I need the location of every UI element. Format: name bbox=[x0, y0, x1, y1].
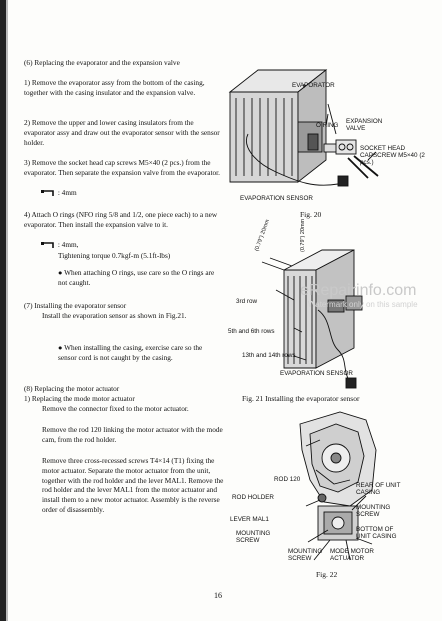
label-bottom-of-unit-casing: BOTTOM OF UNIT CASING bbox=[356, 526, 397, 540]
wrench-spec-1 bbox=[40, 188, 160, 197]
label-dimension-a: (0.79") 20mm bbox=[254, 218, 271, 253]
label-evaporator: EVAPORATOR bbox=[292, 82, 335, 89]
label-rear-of-unit-casing: REAR OF UNIT CASING bbox=[356, 482, 401, 496]
label-evaporation-sensor-fig20: EVAPORATION SENSOR bbox=[240, 195, 313, 202]
section-6-heading: (6) Replacing the evaporator and the expansion valve bbox=[24, 58, 180, 67]
label-lever-mal1: LEVER MAL1 bbox=[230, 516, 269, 523]
wrench-spec-1-text: : 4mm bbox=[57, 188, 77, 197]
figure-21-sensor-install-diagram bbox=[232, 240, 432, 390]
remove-screws-text: Remove three cross-recessed screws T4×14 (T1) fixing the motor actuator. Separate the motor actuator from the unit, together with the rod holder and the lever MAL1. Remove the rod holder and the lever MAL1 from the motor actuator and install them to a new motor actuator. Assembly is the reverse order of disassembly. bbox=[42, 456, 224, 514]
label-mounting-screw-right: MOUNTING SCREW bbox=[356, 504, 391, 518]
wrench-spec-2 bbox=[40, 240, 220, 249]
label-o-ring: O RING bbox=[316, 122, 339, 129]
label-dimension-b: (0.79") 20mm bbox=[300, 218, 306, 252]
figure-20-caption: Fig. 20 bbox=[300, 210, 322, 219]
label-socket-head-capscrew: SOCKET HEAD CAPSCREW M5×40 (2 pcs.) bbox=[360, 145, 425, 166]
step-3-text: 3) Remove the socket head cap screws M5×40 (2 pcs.) from the evaporator. Then separate the expansion valve from the evaporator. bbox=[24, 158, 220, 177]
remove-connector-text: Remove the connector fixed to the motor actuator. bbox=[42, 404, 189, 413]
hex-wrench-icon bbox=[40, 190, 56, 197]
remove-rod-text: Remove the rod 120 linking the motor actuator with the mode cam, from the rod holder. bbox=[42, 425, 223, 444]
label-13th-14th-rows: 13th and 14th rows bbox=[242, 352, 296, 359]
section-8-heading: (8) Replacing the motor actuator bbox=[24, 384, 120, 393]
step-1-text: 1) Remove the evaporator assy from the bottom of the casing, together with the casing insulator and the expansion valve. bbox=[24, 78, 205, 97]
binding-line bbox=[6, 0, 8, 621]
watermark-site: eRepairinfo.com bbox=[300, 282, 417, 299]
figure-22-caption: Fig. 22 bbox=[316, 570, 338, 579]
label-mounting-screw-left: MOUNTING SCREW bbox=[236, 530, 271, 544]
label-mounting-screw-bottom: MOUNTING SCREW bbox=[288, 548, 323, 562]
label-evaporation-sensor-fig21: EVAPORATION SENSOR bbox=[280, 370, 353, 377]
subsection-heading: 1) Replacing the mode motor actuator bbox=[24, 394, 135, 403]
step-4-text: 4) Attach O rings (NFO ring 5/8 and 1/2, one piece each) to a new evaporator. Then install the expansion valve to it. bbox=[24, 210, 218, 229]
note-o-rings: ● When attaching O rings, use care so the O rings are not caught. bbox=[58, 268, 215, 287]
torque-spec: Tightening torque 0.7kgf-m (5.1ft-lbs) bbox=[58, 251, 171, 260]
label-expansion-valve: EXPANSION VALVE bbox=[346, 118, 383, 132]
page-number: 16 bbox=[214, 591, 222, 600]
label-rod-120: ROD 120 bbox=[274, 476, 301, 483]
step-2-text: 2) Remove the upper and lower casing insulators from the evaporator assy and draw out the evaporator sensor with the sensor holder. bbox=[24, 118, 220, 147]
wrench-spec-2-text: : 4mm, bbox=[57, 240, 79, 249]
hex-wrench-icon bbox=[40, 242, 56, 249]
label-rod-holder: ROD HOLDER bbox=[232, 494, 274, 501]
label-mode-motor-actuator: MODE MOTOR ACTUATOR bbox=[330, 548, 374, 562]
label-3rd-row: 3rd row bbox=[236, 298, 257, 305]
watermark-sample-text: Watermark only on this sample bbox=[308, 300, 418, 309]
section-7-heading: (7) Installing the evaporator sensor bbox=[24, 301, 127, 310]
note-sensor-cord: ● When installing the casing, exercise care so the sensor cord is not caught by the casing. bbox=[58, 343, 203, 362]
label-5th-6th-rows: 5th and 6th rows bbox=[228, 328, 275, 335]
section-7-text: Install the evaporation sensor as shown in Fig.21. bbox=[42, 311, 187, 320]
figure-21-caption: Fig. 21 Installing the evaporator sensor bbox=[242, 394, 360, 403]
